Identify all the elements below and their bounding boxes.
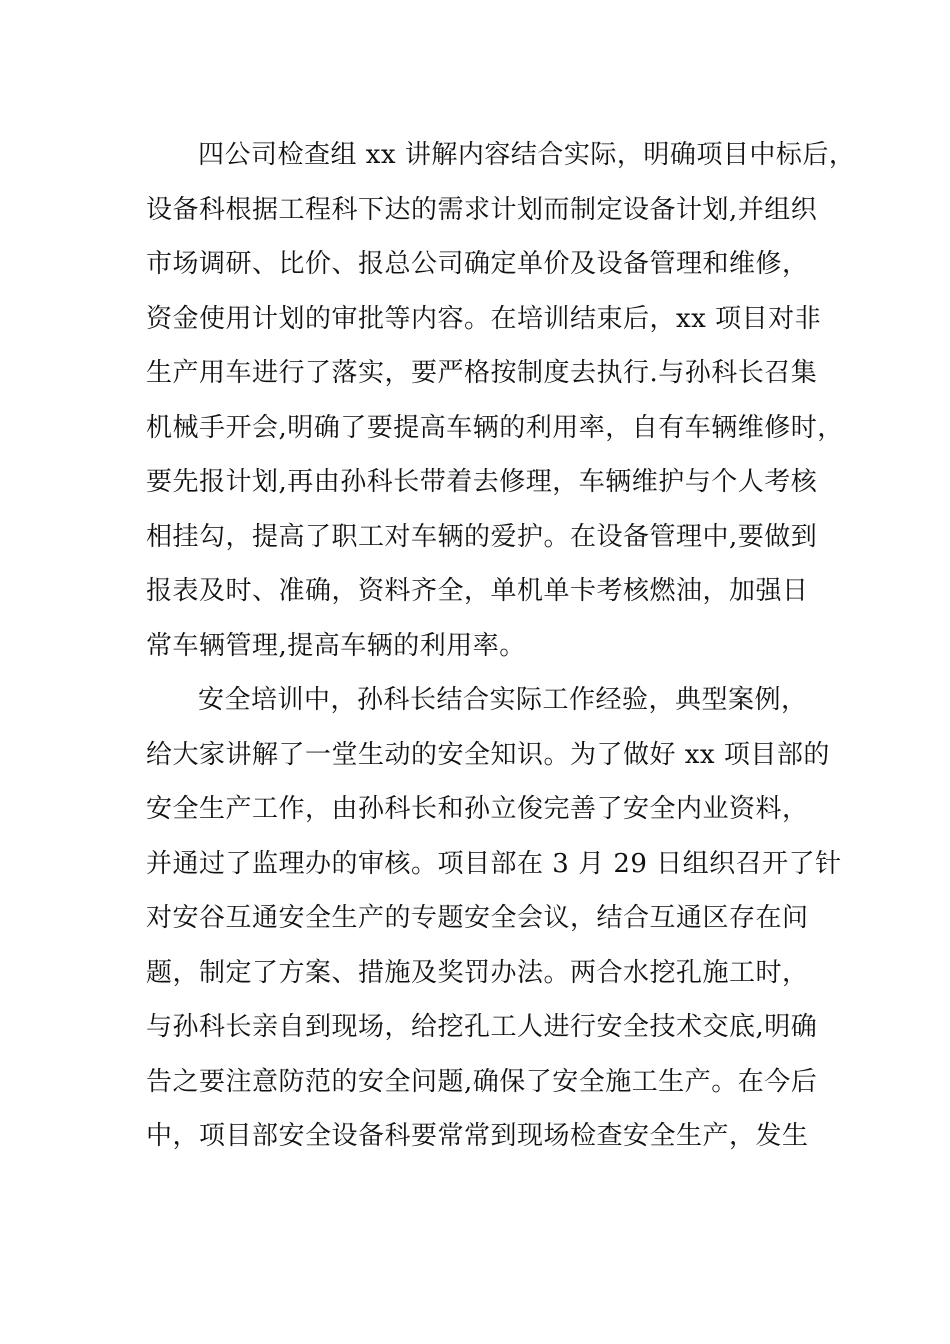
text-line: 对安谷互通安全生产的专题安全会议，结合互通区存在问: [146, 903, 809, 933]
text-line: 告之要注意防范的安全问题,确保了安全施工生产。在今后: [146, 1066, 818, 1097]
text-line: 市场调研、比价、报总公司确定单价及设备管理和维修，: [146, 249, 809, 279]
text-line: 并通过了监理办的审核。项目部在 3 月 29 日组织召开了针: [146, 848, 842, 879]
text-line: 报表及时、准确，资料齐全，单机单卡考核燃油，加强日: [146, 576, 809, 606]
text-line: 常车辆管理,提高车辆的利用率。: [146, 630, 526, 661]
text-line: 给大家讲解了一堂生动的安全知识。为了做好 xx 项目部的: [146, 739, 830, 770]
document-body: [146, 128, 856, 1164]
text-line: 要先报计划,再由孙科长带着去修理，车辆维护与个人考核: [146, 467, 818, 497]
paragraph-equipment-management: [146, 128, 856, 673]
text-line: 相挂勾，提高了职工对车辆的爱护。在设备管理中,要做到: [146, 521, 818, 552]
text-line: 安全培训中，孙科长结合实际工作经验，典型案例，: [198, 685, 808, 715]
text-line: 题，制定了方案、措施及奖罚办法。两合水挖孔施工时，: [146, 957, 809, 988]
text-line: 设备科根据工程科下达的需求计划而制定设备计划,并组织: [146, 194, 818, 225]
text-line: 生产用车进行了落实，要严格按制度去执行.与孙科长召集: [146, 358, 818, 388]
text-line: 中，项目部安全设备科要常常到现场检查安全生产，发生: [146, 1121, 809, 1151]
text-line: 资金使用计划的审批等内容。在培训结束后，xx 项目对非: [146, 303, 822, 334]
text-line: 机械手开会,明确了要提高车辆的利用率，自有车辆维修时，: [146, 412, 844, 443]
paragraph-safety-training: [146, 673, 842, 1164]
text-line: 与孙科长亲自到现场，给挖孔工人进行安全技术交底,明确: [146, 1012, 818, 1042]
text-line: 安全生产工作，由孙科长和孙立俊完善了安全内业资料，: [146, 794, 809, 824]
text-line: 四公司检查组 xx 讲解内容结合实际，明确项目中标后，: [198, 140, 856, 170]
